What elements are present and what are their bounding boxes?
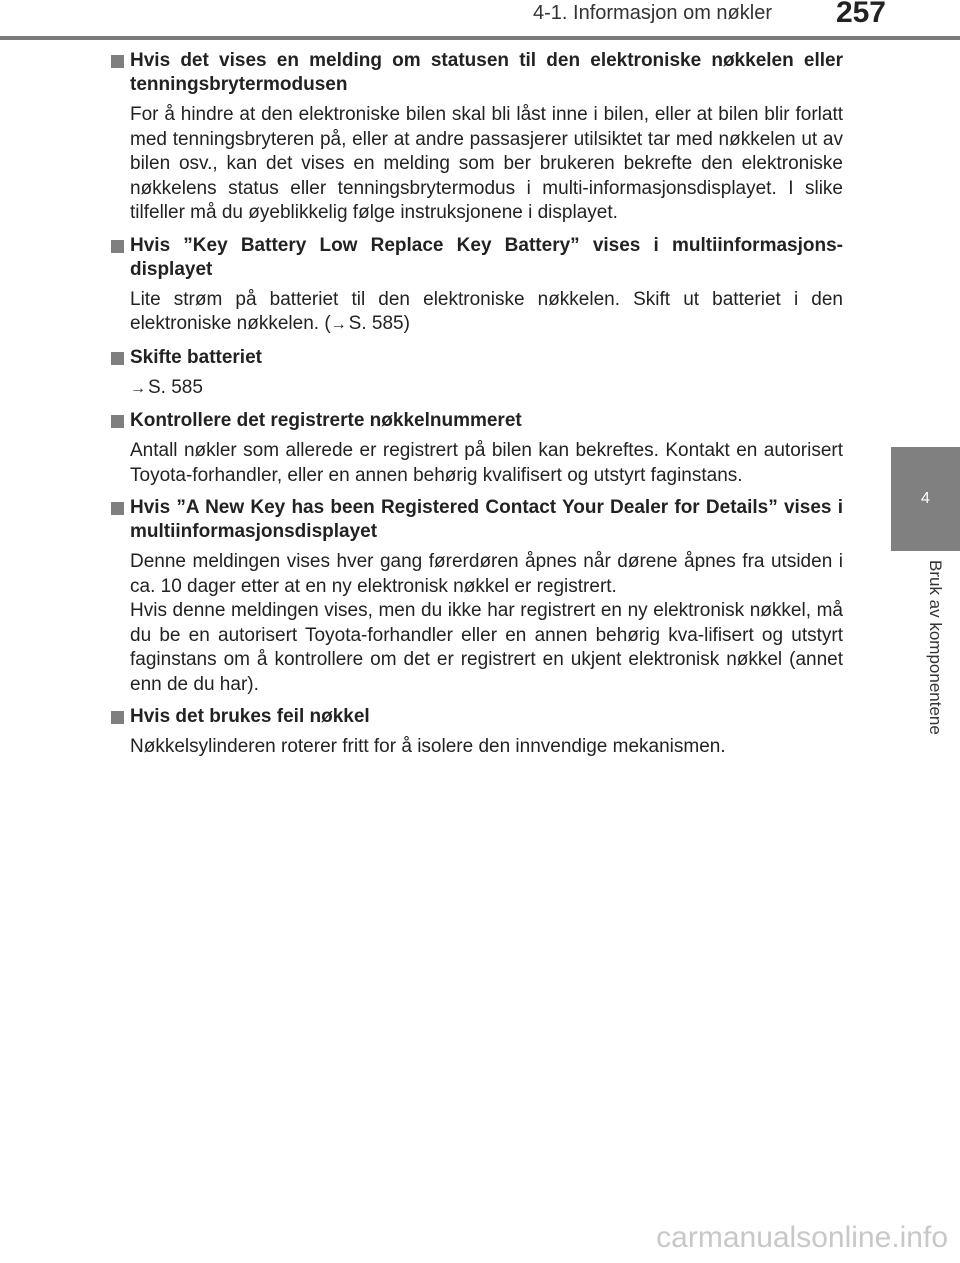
page-number: 257 — [835, 0, 886, 29]
section-heading: Hvis ”A New Key has been Registered Contact Your Dealer for Details” vises i multiinformasjonsdisplayet — [108, 496, 843, 544]
square-bullet-icon — [111, 502, 124, 515]
section-heading: Hvis det vises en melding om statusen til den elektroniske nøkkelen eller tenningsbrytermodusen — [108, 49, 843, 97]
section-heading: Kontrollere det registrerte nøkkelnummeret — [108, 409, 843, 433]
section-status-message — [108, 49, 843, 226]
section-heading: Skifte batteriet — [108, 346, 843, 370]
section-heading: Hvis ”Key Battery Low Replace Key Battery” vises i multiinformasjons-displayet — [108, 234, 843, 282]
arrow-right-icon: → — [330, 316, 347, 333]
page-reference-link[interactable]: S. 585 — [148, 376, 203, 398]
section-replace-battery — [108, 346, 843, 402]
section-wrong-key — [108, 705, 843, 760]
square-bullet-icon — [111, 352, 124, 365]
page-reference-link[interactable]: S. 585) — [348, 313, 410, 334]
paragraph: For å hindre at den elektroniske bilen skal bli låst inne i bilen, eller at bilen blir forlatt med tenningsbryteren på, eller at andre passasjerer utilsiktet tar med nøkkelen ut av bilen osv., kan det vises en melding som ber brukeren bekrefte den elektroniske nøkkelens status eller tenningsbrytermodus i multi-informasjonsdisplayet. I slike tilfeller må du øyeblikkelig følge instruksjonene i displayet. — [130, 104, 843, 223]
paragraph — [108, 376, 843, 402]
section-heading: Hvis det brukes feil nøkkel — [108, 705, 843, 729]
watermark: carmanualsonline.info — [656, 1221, 948, 1254]
arrow-right-icon: → — [130, 379, 146, 397]
paragraph: Lite strøm på batteriet til den elektroniske nøkkelen. Skift ut batteriet i den elektroniske nøkkelen. (→ S. 585) — [130, 288, 843, 334]
section-new-key-registered — [108, 496, 843, 697]
chapter-number-tab: 4 — [891, 447, 960, 551]
square-bullet-icon — [111, 55, 124, 68]
paragraph: Denne meldingen vises hver gang førerdøren åpnes når dørene åpnes fra utsiden i ca. 10 dager etter at en ny elektronisk nøkkel er registrert. Hvis denne meldingen vises, men du ikke har registrert en ny elektronisk nøkkel, må du be en autorisert Toyota-forhandler eller en annen behørig kva-lifisert og utstyrt faginstans om å kontrollere om det er registrert en ukjent elektronisk nøkkel (annet enn de du har). — [130, 551, 843, 695]
chapter-title-tab: Bruk av komponentene — [926, 560, 945, 735]
paragraph: Nøkkelsylinderen roterer fritt for å isolere den innvendige mekanismen. — [130, 736, 726, 757]
square-bullet-icon — [111, 711, 124, 724]
paragraph: Antall nøkler som allerede er registrert på bilen kan bekreftes. Kontakt en autorisert Toyota-forhandler, eller en annen behørig kvalifisert og utstyrt faginstans. — [130, 440, 843, 486]
page-content — [108, 49, 843, 768]
square-bullet-icon — [111, 415, 124, 428]
section-key-battery-low — [108, 234, 843, 338]
section-check-key-number — [108, 409, 843, 488]
header-rule — [0, 36, 960, 40]
header-section-title: 4-1. Informasjon om nøkler — [533, 2, 772, 24]
square-bullet-icon — [111, 240, 124, 253]
